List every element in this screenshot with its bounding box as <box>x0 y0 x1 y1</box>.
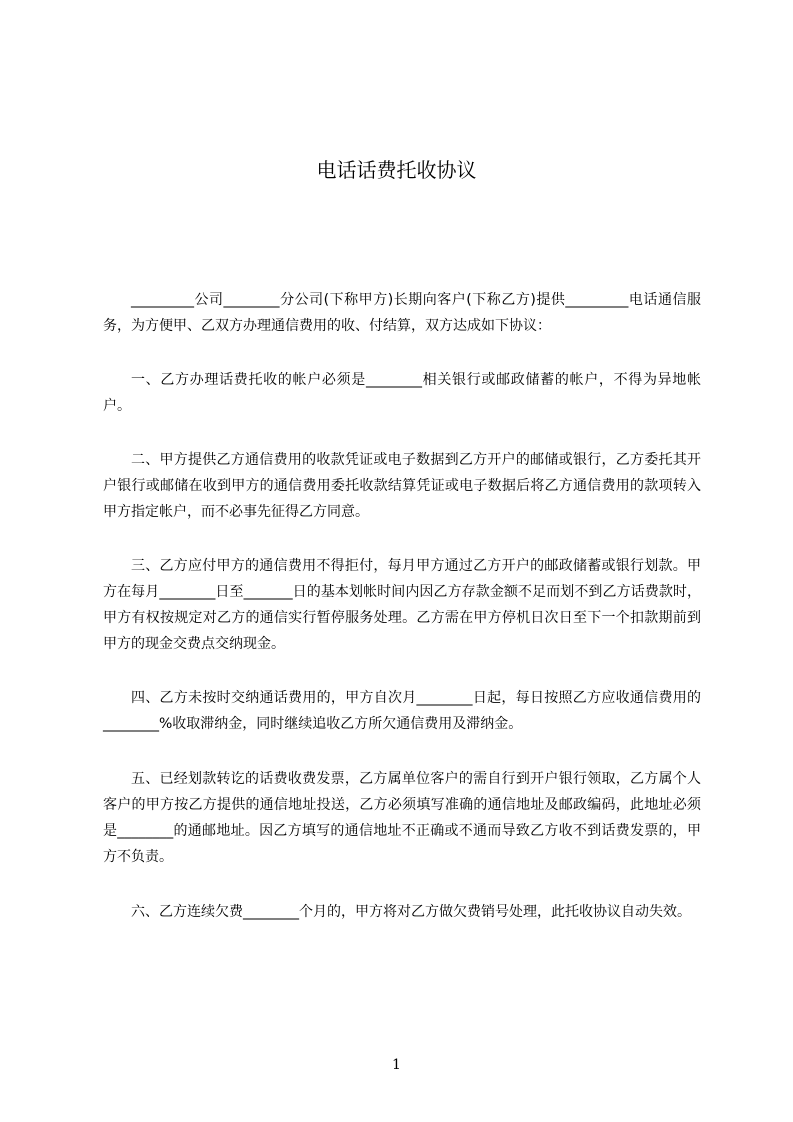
document-title: 电话话费托收协议 <box>316 158 477 183</box>
page-number: 1 <box>392 1057 401 1073</box>
clause-2 <box>103 447 701 525</box>
clause-4 <box>103 685 701 737</box>
paragraph-text: 二、甲方提供乙方通信费用的收款凭证或电子数据到乙方开户的邮储或银行，乙方委托其开户银行或邮储在收到甲方的通信费用委托收款结算凭证或电子数据后将乙方通信费用的款项转入甲方指定帐户，而不必事先征得乙方同意。 <box>103 452 701 520</box>
paragraph-text: 四、乙方未按时交纳通话费用的，甲方自次月________日起，每日按照乙方应收通信费用的________%收取滞纳金，同时继续追收乙方所欠通信费用及滞纳金。 <box>103 690 701 732</box>
paragraph-text: 六、乙方连续欠费________个月的，甲方将对乙方做欠费销号处理，此托收协议自动失效。 <box>131 904 691 920</box>
paragraph-text: 五、已经划款转讫的话费收费发票，乙方属单位客户的需自行到开户银行领取，乙方属个人客户的甲方按乙方提供的通信地址投送，乙方必须填写准确的通信地址及邮政编码，此地址必须是________的通邮地址。因乙方填写的通信地址不正确或不通而导致乙方收不到话费发票的，甲方不负责。 <box>103 771 701 865</box>
paragraph-text: 一、乙方办理话费托收的帐户必须是________相关银行或邮政储蓄的帐户，不得为异地帐户。 <box>103 372 701 414</box>
clause-6 <box>103 899 701 925</box>
paragraph-text: 三、乙方应付甲方的通信费用不得拒付，每月甲方通过乙方开户的邮政储蓄或银行划款。甲方在每月________日至_______日的基本划帐时间内因乙方存款金额不足而划不到乙方话费款时，甲方有权按规定对乙方的通信实行暂停服务处理。乙方需在甲方停机日次日至下一个扣款期前到甲方的现金交费点交纳现金。 <box>103 558 701 652</box>
clause-5 <box>103 766 701 870</box>
clause-3 <box>103 553 701 657</box>
intro-paragraph <box>103 287 701 339</box>
clause-1 <box>103 367 701 419</box>
paragraph-text: _________公司________分公司(下称甲方)长期向客户(下称乙方)提供_________电话通信服务，为方便甲、乙双方办理通信费用的收、付结算，双方达成如下协议： <box>103 292 701 334</box>
